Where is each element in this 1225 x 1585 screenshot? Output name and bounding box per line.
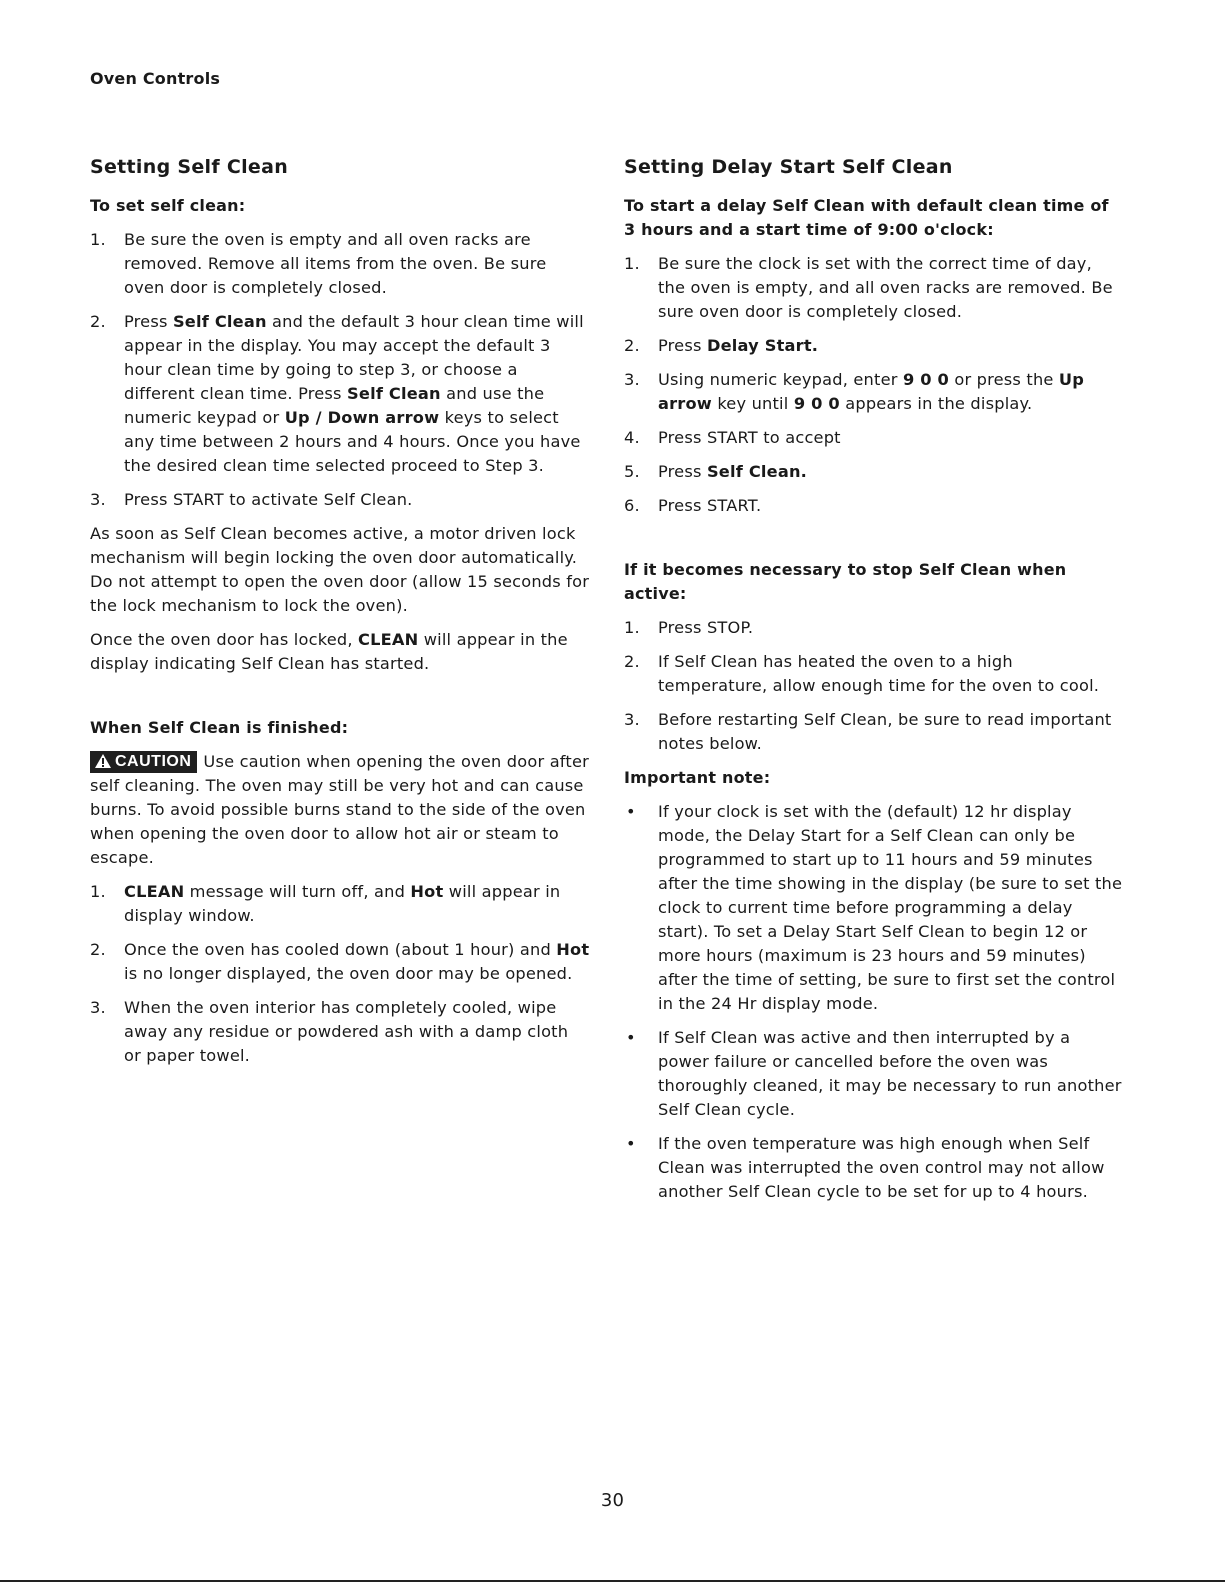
- left-column: [90, 156, 590, 1078]
- bullet-item: • If Self Clean was active and then interrupted by a power failure or cancelled before the oven was thoroughly cleaned, it may be necessary to run another Self Clean cycle.: [626, 1028, 1122, 1119]
- paragraph: Once the oven door has locked, CLEAN will appear in the display indicating Self Clean has started.: [90, 630, 568, 673]
- bullet-list: [624, 800, 1124, 1204]
- steps-list: [624, 252, 1124, 518]
- step-number: 2.: [624, 336, 640, 355]
- bullet-icon: •: [626, 1134, 636, 1153]
- subheading: If it becomes necessary to stop Self Clean when active:: [624, 560, 1067, 603]
- step-number: 2.: [90, 312, 106, 331]
- list-item: 1. Press STOP.: [624, 616, 1124, 640]
- bullet-item: • If your clock is set with the (default) 12 hr display mode, the Delay Start for a Self Clean can only be programmed to start up to 11 hours and 59 minutes after the time showing in the display (be sure to set the clock to current time before programming a delay start). To set a Delay Start Self Clean to begin 12 or more hours (maximum is 23 hours and 59 minutes) after the time of setting, be sure to first set the control in the 24 Hr display mode.: [626, 802, 1123, 1013]
- steps-list: [624, 616, 1124, 756]
- step-number: 3.: [90, 998, 106, 1017]
- section-title: Setting Self Clean: [90, 156, 289, 178]
- step-number: 4.: [624, 428, 640, 447]
- step-number: 2.: [624, 652, 640, 671]
- list-item: 3. Using numeric keypad, enter 9 0 0 or press the Up arrow key until 9 0 0 appears in the display.: [624, 370, 1085, 413]
- warning-triangle-icon: [94, 753, 112, 769]
- list-item: 3. Press START to activate Self Clean.: [90, 488, 590, 512]
- subheading: To start a delay Self Clean with default clean time of 3 hours and a start time of 9:00 o'clock:: [624, 196, 1109, 239]
- bullet-item: • If the oven temperature was high enough when Self Clean was interrupted the oven control may not allow another Self Clean cycle to be set for up to 4 hours.: [626, 1134, 1105, 1201]
- caution-paragraph: [90, 750, 590, 870]
- caution-text: Use caution when opening the oven door after self cleaning. The oven may still be very hot and can cause burns. To avoid possible burns stand to the side of the oven when opening the oven door to allow hot air or steam to escape.: [90, 752, 589, 867]
- section-title: Setting Delay Start Self Clean: [624, 156, 953, 178]
- subheading: Important note:: [624, 768, 771, 787]
- list-item: 2. Press Self Clean and the default 3 hour clean time will appear in the display. You may accept the default 3 hour clean time by going to step 3, or choose a different clean time. Press Self Clean and use the numeric keypad or Up / Down arrow keys to select any time between 2 hours and 4 hours. Once you have the desired clean time selected proceed to Step 3.: [90, 312, 584, 475]
- list-item: 1. Be sure the clock is set with the correct time of day, the oven is empty, and all oven racks are removed. Be sure oven door is completely closed.: [624, 254, 1113, 321]
- step-number: 3.: [624, 710, 640, 729]
- step-number: 1.: [624, 618, 640, 637]
- caution-badge: [90, 751, 197, 773]
- subheading: To set self clean:: [90, 196, 246, 215]
- list-item: 6. Press START.: [624, 494, 1124, 518]
- list-item: 1. Be sure the oven is empty and all oven racks are removed. Remove all items from the oven. Be sure oven door is completely closed.: [90, 230, 547, 297]
- page-number: 30: [600, 1490, 625, 1511]
- caution-label: CAUTION: [115, 753, 192, 770]
- list-item: 1. CLEAN message will turn off, and Hot will appear in display window.: [90, 882, 561, 925]
- list-item: 2. Once the oven has cooled down (about 1 hour) and Hot is no longer displayed, the oven door may be opened.: [90, 940, 590, 983]
- step-number: 5.: [624, 462, 640, 481]
- paragraph: As soon as Self Clean becomes active, a motor driven lock mechanism will begin locking the oven door automatically. Do not attempt to open the oven door (allow 15 seconds for the lock mechanism to lock the oven).: [90, 524, 590, 615]
- step-number: 1.: [90, 230, 106, 249]
- list-item: 2. If Self Clean has heated the oven to a high temperature, allow enough time for the oven to cool.: [624, 652, 1100, 695]
- page-header: Oven Controls: [90, 69, 221, 88]
- step-number: 6.: [624, 496, 640, 515]
- bullet-icon: •: [626, 802, 636, 821]
- step-number: 2.: [90, 940, 106, 959]
- list-item: 2. Press Delay Start.: [624, 334, 1124, 358]
- right-column: [624, 156, 1124, 1214]
- bullet-icon: •: [626, 1028, 636, 1047]
- step-number: 3.: [624, 370, 640, 389]
- step-number: 1.: [90, 882, 106, 901]
- list-item: 5. Press Self Clean.: [624, 460, 1124, 484]
- subheading: When Self Clean is finished:: [90, 718, 349, 737]
- list-item: 4. Press START to accept: [624, 426, 1124, 450]
- steps-list: [90, 228, 590, 512]
- list-item: 3. When the oven interior has completely cooled, wipe away any residue or powdered ash with a damp cloth or paper towel.: [90, 998, 569, 1065]
- step-number: 1.: [624, 254, 640, 273]
- list-item: 3. Before restarting Self Clean, be sure to read important notes below.: [624, 710, 1112, 753]
- divider: [0, 1580, 1225, 1582]
- steps-list: [90, 880, 590, 1068]
- step-number: 3.: [90, 490, 106, 509]
